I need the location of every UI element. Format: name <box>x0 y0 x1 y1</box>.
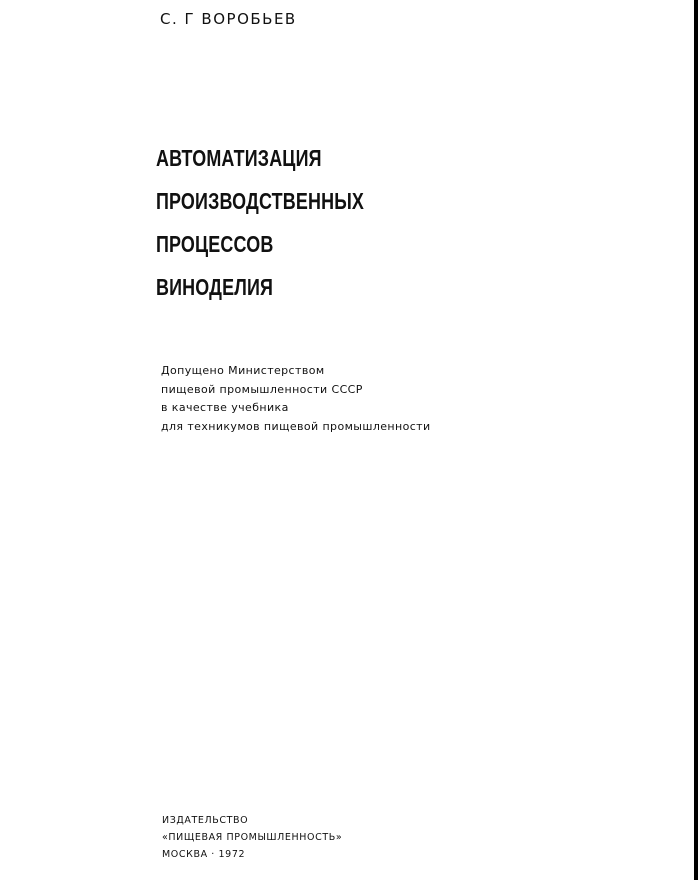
publisher-name: «ПИЩЕВАЯ ПРОМЫШЛЕННОСТЬ» <box>162 832 343 843</box>
page-edge-border <box>694 0 698 880</box>
approval-line: для техникумов пищевой промышленности <box>161 419 431 433</box>
title-line: АВТОМАТИЗАЦИЯ <box>156 145 322 171</box>
approval-line: в качестве учебника <box>161 401 289 414</box>
author-name: С. Г ВОРОБЬЕВ <box>160 10 297 28</box>
publisher-label: ИЗДАТЕЛЬСТВО <box>162 815 249 826</box>
publisher-imprint <box>162 812 342 863</box>
approval-line: пищевой промышленности СССР <box>161 382 363 396</box>
title-line: ПРОИЗВОДСТВЕННЫХ <box>156 188 365 214</box>
title-line: ВИНОДЕЛИЯ <box>156 274 274 300</box>
title-line: ПРОЦЕССОВ <box>156 231 274 257</box>
publication-place-year: МОСКВА · 1972 <box>162 849 246 860</box>
book-title <box>156 137 423 309</box>
approval-note <box>161 362 431 436</box>
approval-line: Допущено Министерством <box>161 364 325 377</box>
